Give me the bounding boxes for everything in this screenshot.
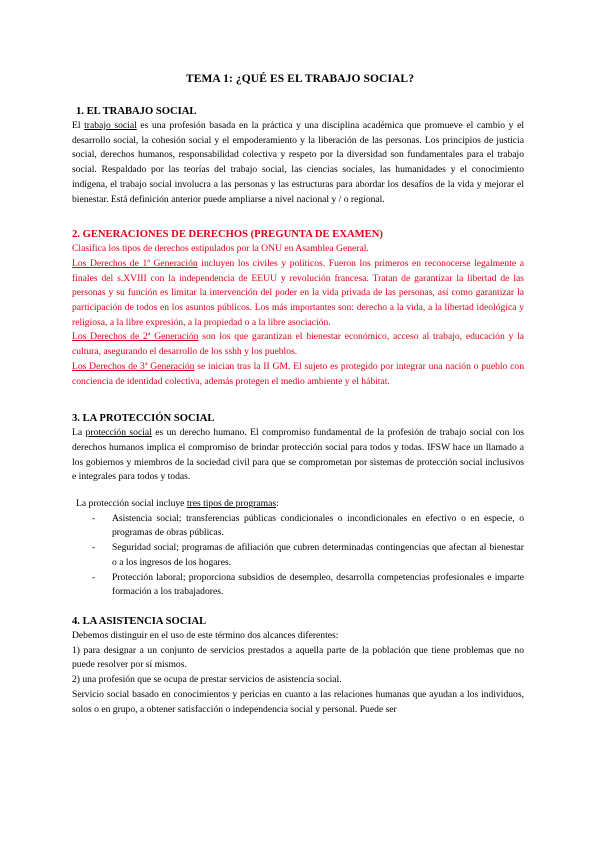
section-3-paragraph: La protección social es un derecho humano. El compromiso fundamental de la profesión de trabajo social con los derechos humanos implica el compromiso de brindar protección social para todos y todas. IFSW hace un llamado a los gobiernos y miembros de la sociedad civil para que se comprometan por sistemas de protección social inclusivos e integrales para todos y todas. (72, 427, 524, 483)
section-4-line-4: Servicio social basado en conocimientos y pericias en cuanto a las relaciones humanas que ayudan a los individuos, solos o en grupo, a obtener satisfacción o independencia social y personal. Puede ser (72, 688, 524, 715)
generation-1-term: Los Derechos de 1ª Generación (72, 257, 198, 269)
generation-3-paragraph: Los Derechos de 3ª Generación se inician tras la II GM. El sujeto es protegido por integrar una nación o pueblo con conciencia de identidad colectiva, además protegen el medio ambiente y el hábitat. (72, 360, 524, 387)
section-1-heading: 1. EL TRABAJO SOCIAL (76, 106, 197, 117)
generation-1-paragraph: Los Derechos de 1ª Generación incluyen los civiles y políticos. Fueron los primeros en reconocerse legalmente a finales del s.XVIII con la independencia de EEUU y revolución francesa. Tratan de garantizar la libertad de las personas y su función es limitar la intervención del poder en la vida privada de las personas, así como garantizar la participación de todos en los asuntos públicos. Los más importantes son: derecho a la vida, a la libertad ideológica y religiosa, a la libre expresión, a la propiedad o a la libre asociación. (72, 257, 524, 328)
section-2-intro: Clasifica los tipos de derechos estipulados por la ONU en Asamblea General. (72, 243, 369, 255)
section-2 (72, 227, 524, 389)
document-title: TEMA 1: ¿QUÉ ES EL TRABAJO SOCIAL? (185, 73, 415, 85)
section-4-line-2: 1) para designar a un conjunto de servicios prestados a aquella parte de la población que tiene problemas que no puede resolver por sí mismos. (72, 644, 524, 671)
section-4-line-1: Debemos distinguir en el uso de este término dos alcances diferentes: (72, 629, 339, 641)
programs-list (72, 512, 524, 600)
document-body (72, 104, 524, 717)
section-1-paragraph: El trabajo social es una profesión basada en la práctica y una disciplina académica que promueve el cambio y el desarrollo social, la cohesión social y el empoderamiento y la liberación de las personas. Los principios de justicia social, derechos humanos, responsabilidad colectiva y respeto por la diversidad son fundamentales para el trabajo social. Respaldado por las teorías del trabajo social, las ciencias sociales, las humanidades y el conocimiento indígena, el trabajo social involucra a las personas y las estructuras para abordar los desafíos de la vida y mejorar el bienestar. Está definición anterior puede ampliarse a nivel nacional y / o regional. (72, 120, 524, 205)
section-4-line-3: 2) una profesión que se ocupa de prestar servicios de asistencia social. (72, 674, 342, 686)
term-proteccion-social: protección social (85, 427, 152, 439)
generation-2-term: Los Derechos de 2ª Generación (72, 331, 199, 343)
section-4-heading: 4. LA ASISTENCIA SOCIAL (72, 615, 207, 627)
generation-2-paragraph: Los Derechos de 2ª Generación son los que garantizan el bienestar económico, acceso al trabajo, educación y la cultura, asegurando el desarrollo de los sshh y los pueblos. (72, 331, 525, 358)
generation-3-term: Los Derechos de 3ª Generación (72, 360, 195, 372)
list-item: - Asistencia social; transferencias públicas condicionales o incondicionales en efectivo o en especie, o programas de obras públicas. (92, 512, 524, 539)
section-3-heading: 3. LA PROTECCIÓN SOCIAL (72, 413, 215, 425)
term-trabajo-social: trabajo social (84, 120, 137, 131)
section-2-heading: 2. GENERACIONES DE DERECHOS (PREGUNTA DE EXAMEN) (72, 229, 383, 241)
list-item: - Protección laboral; proporciona subsidios de desempleo, desarrolla competencias profesionales e imparte formación a los trabajadores. (92, 571, 524, 598)
programs-intro: La protección social incluye tres tipos de programas: (76, 498, 279, 510)
programs-term: tres tipos de programas (186, 498, 277, 510)
list-item: - Seguridad social; programas de afiliación que cubren determinadas contingencias que afectan al bienestar o a los ingresos de los hogares. (92, 542, 524, 568)
